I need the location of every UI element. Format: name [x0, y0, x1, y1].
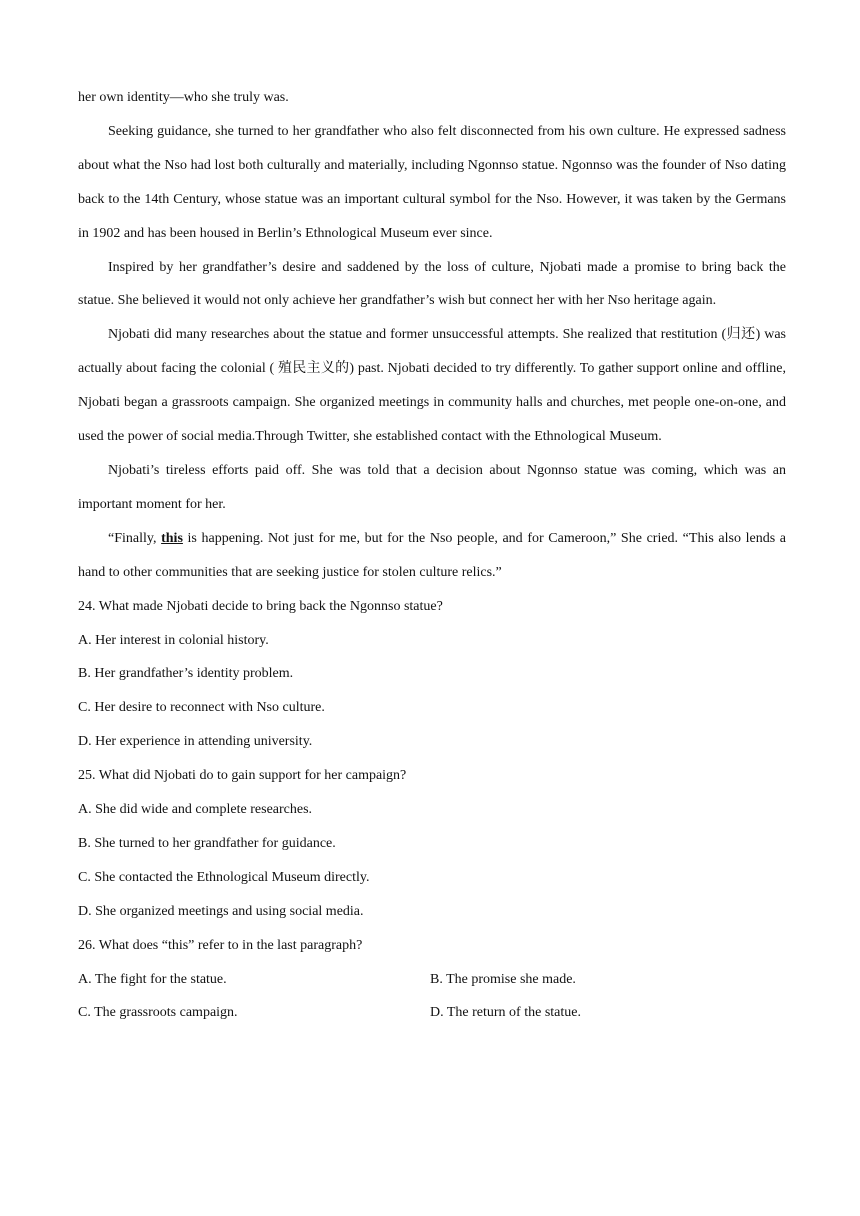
- option-d: D. The return of the statue.: [430, 1005, 581, 1021]
- passage-paragraph-3: Njobati did many researches about the statue and former unsuccessful attempts. She realized that restitution (归还) was actually about facing the colonial ( 殖民主义的) past. Njobati decided to try differently. To gather support online and offline, Njobati began a grassroots campaign. She organized meetings in community halls and churches, met people one-on-one, and used the power of social media.Through Twitter, she established contact with the Ethnological Museum.: [78, 327, 786, 445]
- document-content: [78, 81, 786, 1030]
- option-d: D. Her experience in attending university.: [78, 734, 313, 750]
- emphasized-word: this: [161, 530, 183, 546]
- option-b: B. The promise she made.: [430, 971, 576, 987]
- option-a: A. She did wide and complete researches.: [78, 802, 313, 818]
- question-25: [78, 759, 786, 929]
- option-a: A. Her interest in colonial history.: [78, 632, 269, 648]
- option-row: [78, 963, 786, 997]
- question-stem: 26. What does “this” refer to in the last paragraph?: [78, 937, 363, 953]
- passage-paragraph-2: Inspired by her grandfather’s desire and saddened by the loss of culture, Njobati made a promise to bring back the statue. She believed it would not only achieve her grandfather’s wish but connect her with her Nso heritage again.: [78, 259, 786, 309]
- passage-paragraph-4: Njobati’s tireless efforts paid off. She was told that a decision about Ngonnso statue was coming, which was an important moment for her.: [78, 462, 786, 512]
- option-a: A. The fight for the statue.: [78, 971, 227, 987]
- question-stem: 25. What did Njobati do to gain support for her campaign?: [78, 768, 407, 784]
- option-c: C. She contacted the Ethnological Museum directly.: [78, 869, 370, 885]
- question-stem: 24. What made Njobati decide to bring back the Ngonnso statue?: [78, 598, 443, 614]
- question-26: [78, 929, 786, 1031]
- passage-paragraph-0: her own identity—who she truly was.: [78, 90, 289, 105]
- quote-start: “Finally,: [108, 530, 162, 546]
- option-b: B. She turned to her grandfather for guidance.: [78, 835, 336, 851]
- option-d: D. She organized meetings and using social media.: [78, 903, 364, 919]
- question-24: [78, 590, 786, 760]
- option-c: C. The grassroots campaign.: [78, 1005, 238, 1021]
- option-row: [78, 996, 786, 1030]
- option-c: C. Her desire to reconnect with Nso culture.: [78, 700, 325, 716]
- passage-paragraph-1: Seeking guidance, she turned to her grandfather who also felt disconnected from his own culture. He expressed sadness about what the Nso had lost both culturally and materially, including Ngonnso statue. Ngonnso was the founder of Nso dating back to the 14th Century, whose statue was an important cultural symbol for the Nso. However, it was taken by the Germans in 1902 and has been housed in Berlin’s Ethnological Museum ever since.: [78, 123, 786, 241]
- quote-rest: is happening. Not just for me, but for the Nso people, and for Cameroon,” She cried. “This also lends a hand to other communities that are seeking justice for stolen culture relics.”: [78, 530, 786, 580]
- passage-paragraph-5: [78, 522, 786, 590]
- option-b: B. Her grandfather’s identity problem.: [78, 666, 294, 682]
